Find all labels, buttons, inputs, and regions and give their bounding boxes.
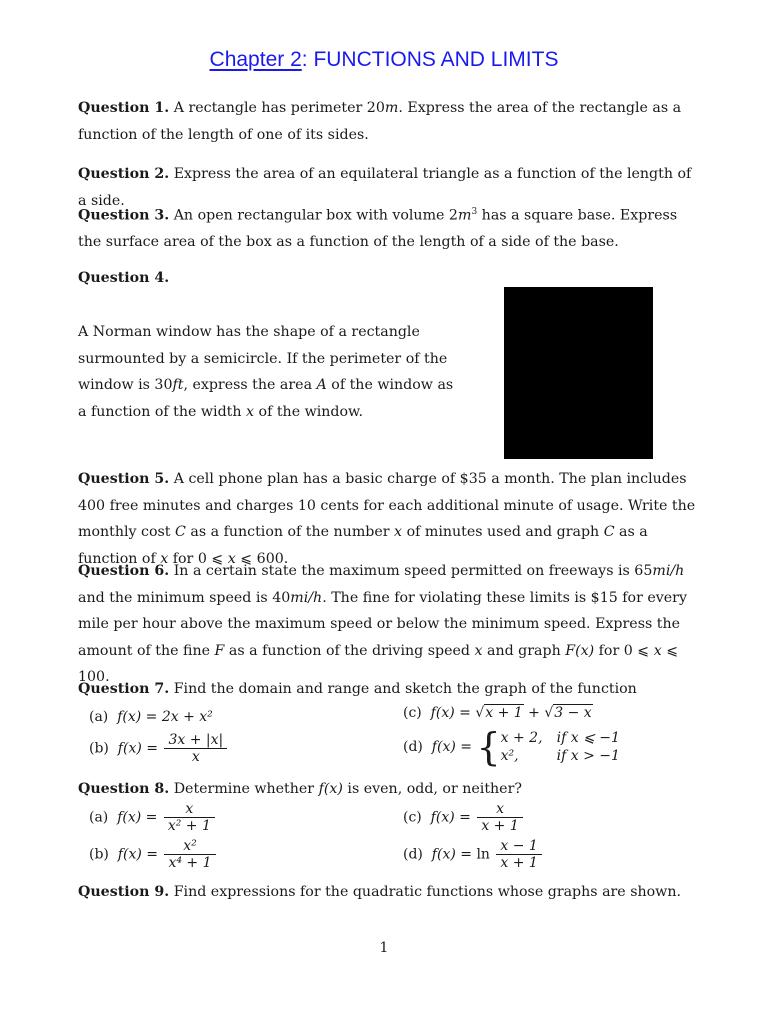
fraction: $\frac{x}{x + 1}$ [477,801,522,834]
chapter-heading: FUNCTIONS AND LIMITS [307,48,559,71]
question-2: Question 2. Express the area of an equilateral triangle as a function of the length of a side. [78,166,692,209]
redacted-figure [504,287,653,459]
question-1: Question 1. A rectangle has perimeter 20m. Express the area of the rectangle as a function of the length of one of its sides. [78,100,682,143]
piecewise-cases: x + 2, if x ⩽ −1 x², if x > −1 [500,730,620,764]
q8-part-d: (d) f(x) = ln $\frac{x - 1}{x + 1}$ [403,838,544,871]
chapter-title: Chapter 2: FUNCTIONS AND LIMITS [209,48,559,71]
q8-part-b: (b) f(x) = $\frac{\text{x²}}{\text{x⁴ + 1}}$ [89,838,218,871]
q7-part-d: (d) f(x) = { x + 2, if x ⩽ −1 x², if x > −1 [403,725,620,769]
q8-part-c: (c) f(x) = $\frac{x}{x + 1}$ [403,801,525,834]
fraction: $\frac{x - 1}{x + 1}$ [496,838,541,871]
page-number: 1 [379,940,389,956]
question-6: Question 6. In a certain state the maximum speed permitted on freeways is 65mi/h and the minimum speed is 40mi/h. The fine for violating these limits is $15 for every mile per hour above the maximum speed or below the minimum speed. Express the amount of the fine F as a function of the driving speed x and graph F(x) for 0 ⩽ x ⩽ 100. [78,563,687,685]
question-4: A Norman window has the shape of a rectangle surmounted by a semicircle. If the perimeter of the window is 30ft, express the area A of the window as a function of the width x of the window. [78,324,454,420]
fraction: $\frac{3x + |x|}{x}$ [164,732,227,765]
piecewise-brace: { [476,725,501,769]
q7-part-b: (b) f(x) = $\frac{3x + |x|}{x}$ [89,732,229,765]
question-9: Question 9. Find expressions for the quadratic functions whose graphs are shown. [78,884,681,900]
question-4-label: Question 4. [78,270,170,286]
chapter-link[interactable]: Chapter 2 [209,48,302,71]
question-5: Question 5. A cell phone plan has a basic charge of $35 a month. The plan includes 400 free minutes and charges 10 cents for each additional minute of usage. Write the monthly cost C as a function of the number x of minutes used and graph C as a function of x for 0 ⩽ x ⩽ 600. [78,471,696,567]
q8-part-a: (a) f(x) = $\frac{x}{\text{x² + 1}}$ [89,801,217,834]
question-3: Question 3. An open rectangular box with volume $2m^3$ has a square base. Express the surface area of the box as a function of the length of a side of the base. [78,207,678,251]
fraction: $\frac{\text{x²}}{\text{x⁴ + 1}}$ [164,838,215,871]
q7-part-c: (c) f(x) = √x + 1 + √3 − x [403,705,592,721]
fraction: $\frac{x}{\text{x² + 1}}$ [164,801,215,834]
question-8: Question 8. Determine whether f(x) is even, odd, or neither? [78,781,522,797]
question-7: Question 7. Find the domain and range and sketch the graph of the function [78,681,637,697]
q7-part-a: (a) f(x) = 2x + x² [89,709,213,725]
